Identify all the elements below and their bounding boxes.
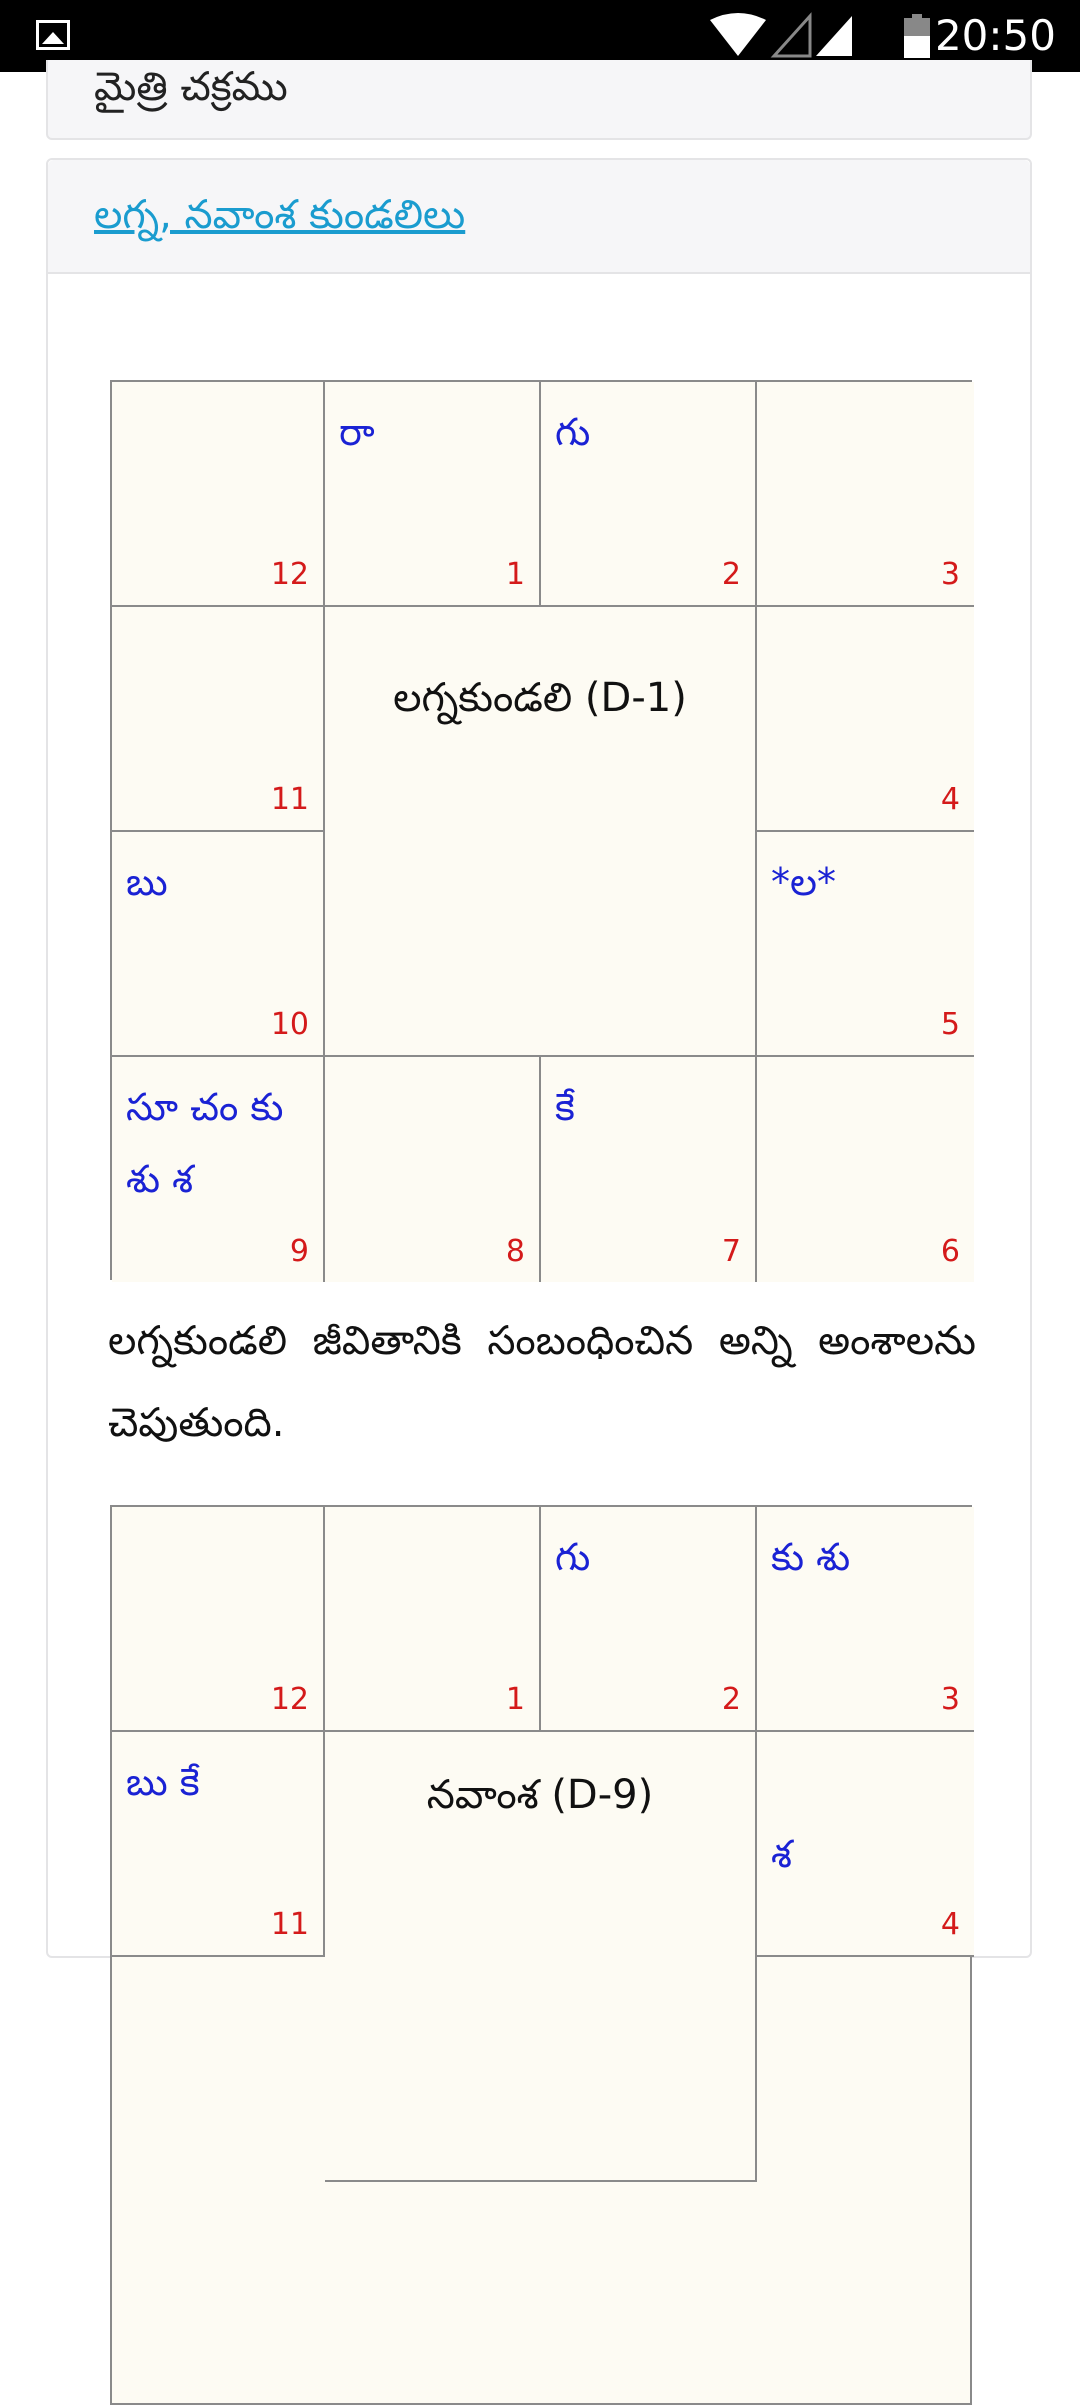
house-cell-8 bbox=[325, 1057, 541, 1282]
house-planets: బు కే bbox=[126, 1760, 200, 1804]
house-planets: గు bbox=[555, 410, 591, 454]
status-icons bbox=[710, 12, 880, 60]
house-number: 11 bbox=[270, 782, 309, 817]
section-link-lagna-navamsa[interactable]: లగ్న, నవాంశ కుండలిలు bbox=[94, 192, 466, 238]
section-card-maitri[interactable] bbox=[46, 60, 1032, 140]
house-number: 3 bbox=[940, 1682, 960, 1717]
house-number: 3 bbox=[940, 557, 960, 592]
house-cell-1 bbox=[325, 1507, 541, 1732]
battery-icon bbox=[904, 14, 930, 58]
house-number: 8 bbox=[505, 1234, 525, 1269]
chart-description: లగ్నకుండలి జీవితానికి సంబంధించిన అన్ని అంశాలను చెపుతుంది. bbox=[108, 1318, 976, 1446]
section-title: మైత్రి చక్రము bbox=[94, 64, 288, 110]
house-number: 12 bbox=[270, 1682, 309, 1717]
house-number: 9 bbox=[289, 1234, 309, 1269]
house-number: 5 bbox=[940, 1007, 960, 1042]
house-planets: రా bbox=[339, 410, 375, 454]
house-number: 1 bbox=[505, 1682, 525, 1717]
house-cell-11 bbox=[112, 1732, 325, 1957]
gallery-icon bbox=[36, 20, 70, 50]
house-cell-3 bbox=[757, 382, 974, 607]
house-cell-12 bbox=[112, 382, 325, 607]
house-number: 1 bbox=[505, 557, 525, 592]
house-planets: శ bbox=[771, 1832, 792, 1876]
house-cell-11 bbox=[112, 607, 325, 832]
house-number: 6 bbox=[940, 1234, 960, 1269]
wifi-icon bbox=[710, 13, 766, 56]
house-cell-5 bbox=[757, 832, 974, 1057]
house-cell-3 bbox=[757, 1507, 974, 1732]
chart-center bbox=[325, 1732, 757, 2182]
house-planets: *ల* bbox=[771, 860, 836, 904]
house-number: 2 bbox=[721, 1682, 741, 1717]
house-number: 4 bbox=[940, 782, 960, 817]
signal-icon bbox=[816, 16, 852, 56]
chart-title: లగ్నకుండలి (D-1) bbox=[393, 675, 687, 721]
house-planets: గు bbox=[555, 1535, 591, 1579]
house-number: 7 bbox=[721, 1234, 741, 1269]
chart-title: నవాంశ (D-9) bbox=[426, 1772, 654, 1818]
house-planets: సూ చం కు శు శ bbox=[126, 1085, 284, 1201]
house-cell-2 bbox=[541, 1507, 757, 1732]
house-number: 10 bbox=[270, 1007, 309, 1042]
house-planets: కే bbox=[555, 1085, 575, 1129]
house-number: 2 bbox=[721, 557, 741, 592]
chart-center bbox=[325, 607, 757, 1057]
house-cell-2 bbox=[541, 382, 757, 607]
house-planets: బు bbox=[126, 860, 168, 904]
signal-empty-icon bbox=[774, 16, 810, 56]
navamsa-chart bbox=[110, 1505, 972, 2405]
house-number: 12 bbox=[270, 557, 309, 592]
house-cell-9 bbox=[112, 1057, 325, 1282]
clock: 20:50 bbox=[934, 11, 1056, 60]
house-planets: కు శు bbox=[771, 1535, 851, 1579]
house-cell-1 bbox=[325, 382, 541, 607]
section-header bbox=[48, 160, 1030, 274]
house-cell-12 bbox=[112, 1507, 325, 1732]
house-cell-10 bbox=[112, 832, 325, 1057]
house-number: 11 bbox=[270, 1907, 309, 1942]
house-cell-4 bbox=[757, 1732, 974, 1957]
house-number: 4 bbox=[940, 1907, 960, 1942]
lagna-chart bbox=[110, 380, 972, 1280]
house-cell-4 bbox=[757, 607, 974, 832]
house-cell-6 bbox=[757, 1057, 974, 1282]
house-cell-7 bbox=[541, 1057, 757, 1282]
